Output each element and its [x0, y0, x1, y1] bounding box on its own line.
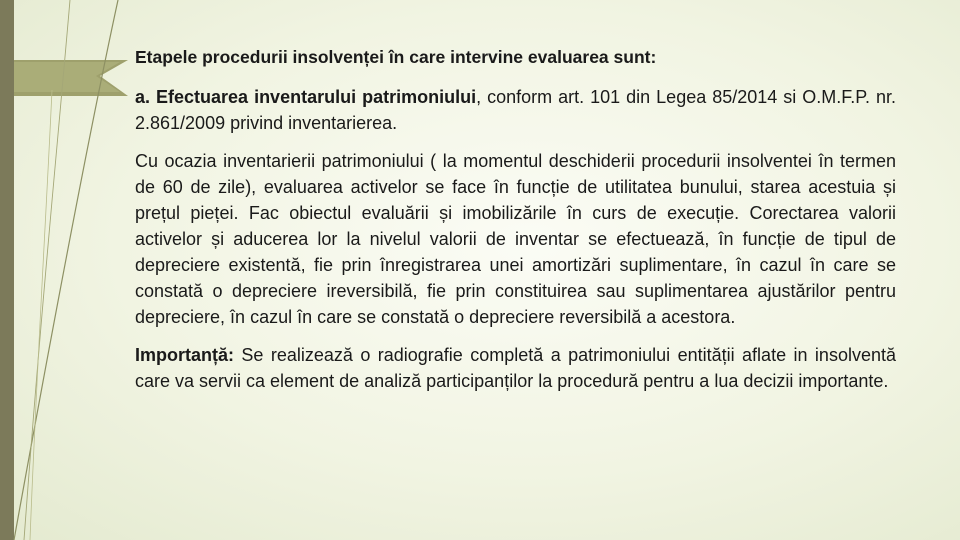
item-a-text: , conform art. 101 din Legea 85/2014 si O.M.F.P. nr. 2.861/2009 privind inventarierea. [135, 87, 896, 133]
body-paragraph: Cu ocazia inventarierii patrimoniului ( la momentul deschiderii procedurii insolventei în termen de 60 de zile), evaluarea activelor se face în funcție de utilitatea bunului, starea acestuia și prețul pieței. Fac obiectul evaluării și imobilizările în curs de execuție. Corectarea valorii activelor și aducerea lor la nivelul valorii de inventar se efectuează, în funcție de tipul de depreciere existentă, fie prin înregistrarea unei amortizări suplimentare, în cazul în care se constată o depreciere ireversibilă, fie prin constituirea sau suplimentarea ajustărilor pentru depreciere, în cazul în care se constată o depreciere reversibilă a acestora. [135, 151, 896, 327]
slide-title [135, 44, 896, 70]
importance-label: Importanță: [135, 345, 234, 365]
slide-title-text: Etapele procedurii insolvenței în care intervine evaluarea sunt: [135, 47, 657, 67]
deco-line-3 [30, 90, 52, 540]
slide-content [135, 44, 896, 406]
importance-paragraph [135, 342, 896, 394]
item-a-label: a. Efectuarea inventarului patrimoniului [135, 87, 477, 107]
item-a [135, 84, 896, 136]
importance-text: Se realizează o radiografie completă a patrimoniului entității aflate in insolventă care va servii ca element de analiză participanților la procedură pentru a lua decizii importante. [135, 345, 896, 391]
